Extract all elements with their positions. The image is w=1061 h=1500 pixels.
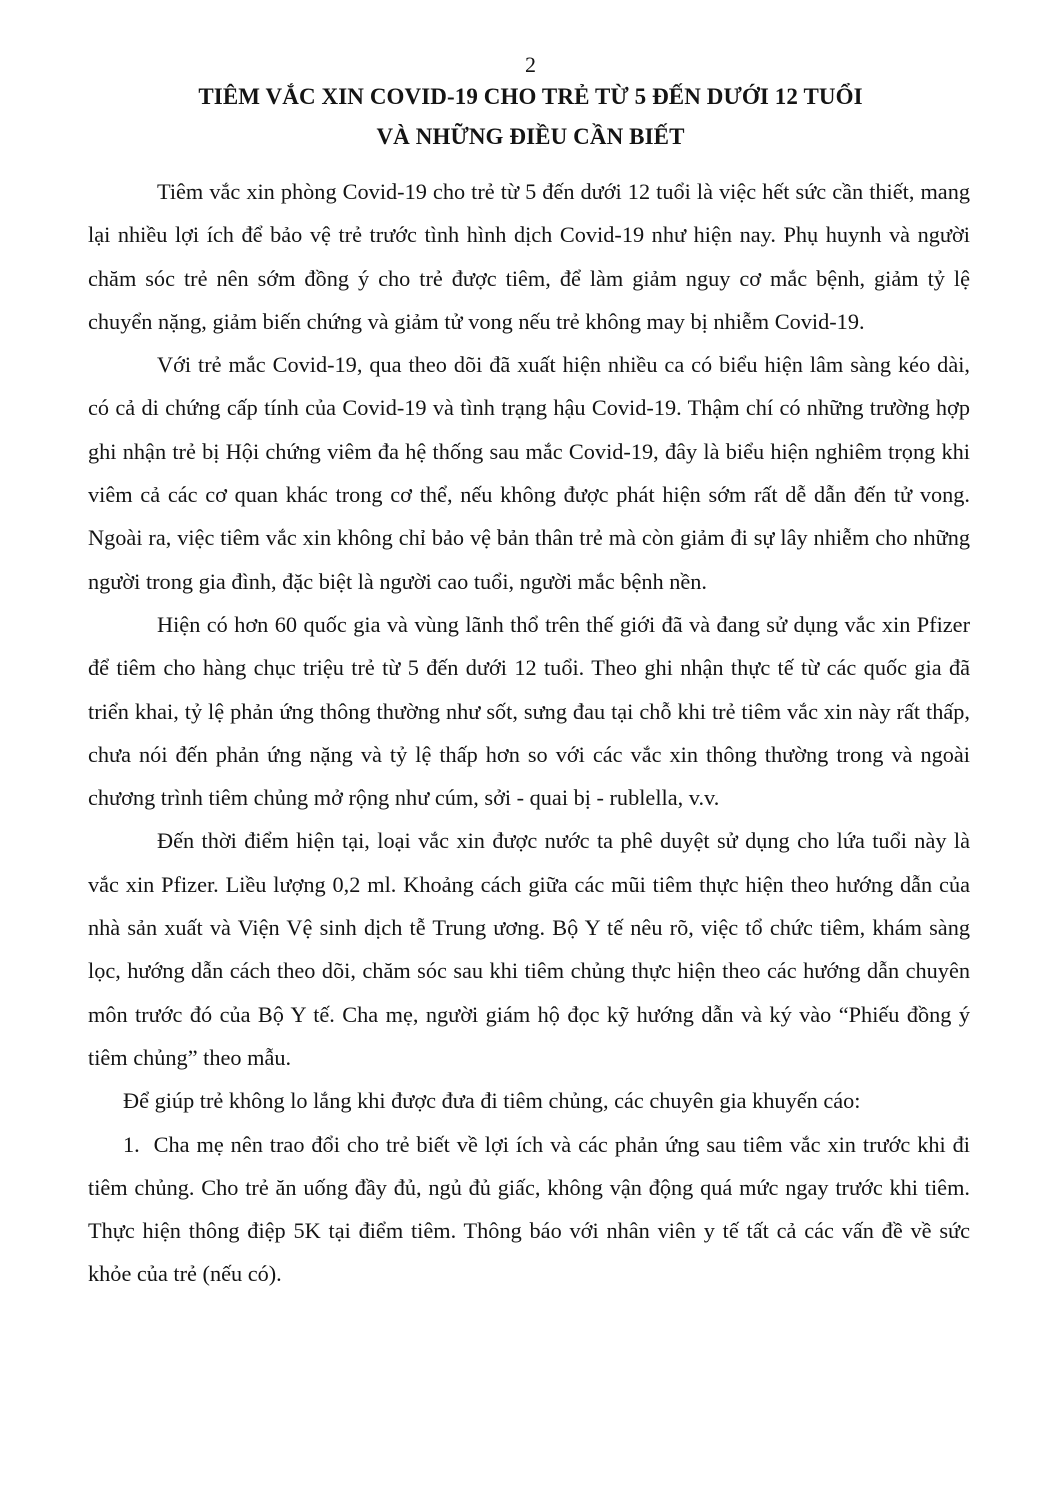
paragraph-4: Đến thời điểm hiện tại, loại vắc xin được nước ta phê duyệt sử dụng cho lứa tuổi này là vắc xin Pfizer. Liều lượng 0,2 ml. Khoảng cách giữa các mũi tiêm thực hiện theo hướng dẫn của nhà sản xuất và Viện Vệ sinh dịch tễ Trung ương. Bộ Y tế nêu rõ, việc tổ chức tiêm, khám sàng lọc, hướng dẫn cách theo dõi, chăm sóc sau khi tiêm chủng thực hiện theo các hướng dẫn chuyên môn trước đó của Bộ Y tế. Cha mẹ, người giám hộ đọc kỹ hướng dẫn và ký vào “Phiếu đồng ý tiêm chủng” theo mẫu. [88,828,970,1070]
document-title-line-2: VÀ NHỮNG ĐIỀU CẦN BIẾT [376,124,685,149]
advice-item-marker: 1. [123,1131,140,1157]
advice-item-1 [88,1123,970,1296]
paragraph-1: Tiêm vắc xin phòng Covid-19 cho trẻ từ 5 đến dưới 12 tuổi là việc hết sức cần thiết, mang lại nhiều lợi ích để bảo vệ trẻ trước tình hình dịch Covid-19 như hiện nay. Phụ huynh và người chăm sóc trẻ nên sớm đồng ý cho trẻ được tiêm, để làm giảm nguy cơ mắc bệnh, giảm tỷ lệ chuyển nặng, giảm biến chứng và giảm tử vong nếu trẻ không may bị nhiễm Covid-19. [88,179,970,334]
advice-item-text: Cha mẹ nên trao đổi cho trẻ biết về lợi ích và các phản ứng sau tiêm vắc xin trước khi đi tiêm chủng. Cho trẻ ăn uống đầy đủ, ngủ đủ giấc, không vận động quá mức ngay trước khi tiêm. Thực hiện thông điệp 5K tại điểm tiêm. Thông báo với nhân viên y tế tất cả các vấn đề về sức khỏe của trẻ (nếu có). [88,1131,970,1287]
paragraph-2: Với trẻ mắc Covid-19, qua theo dõi đã xuất hiện nhiều ca có biểu hiện lâm sàng kéo dài, có cả di chứng cấp tính của Covid-19 và tình trạng hậu Covid-19. Thậm chí có những trường hợp ghi nhận trẻ bị Hội chứng viêm đa hệ thống sau mắc Covid-19, đây là biểu hiện nghiêm trọng khi viêm cả các cơ quan khác trong cơ thể, nếu không được phát hiện sớm rất dễ dẫn đến tử vong. Ngoài ra, việc tiêm vắc xin không chỉ bảo vệ bản thân trẻ mà còn giảm đi sự lây nhiễm cho những người trong gia đình, đặc biệt là người cao tuổi, người mắc bệnh nền. [88,352,970,594]
document-body [88,170,970,1296]
page-number: 2 [525,52,536,77]
advice-intro: Để giúp trẻ không lo lắng khi được đưa đi tiêm chủng, các chuyên gia khuyến cáo: [123,1088,861,1114]
paragraph-3: Hiện có hơn 60 quốc gia và vùng lãnh thổ trên thế giới đã và đang sử dụng vắc xin Pfizer để tiêm cho hàng chục triệu trẻ từ 5 đến dưới 12 tuổi. Theo ghi nhận thực tế từ các quốc gia đã triển khai, tỷ lệ phản ứng thông thường như sốt, sưng đau tại chỗ khi trẻ tiêm vắc xin này rất thấp, chưa nói đến phản ứng nặng và tỷ lệ thấp hơn so với các vắc xin thông thường trong và ngoài chương trình tiêm chủng mở rộng như cúm, sởi - quai bị - rublella, v.v. [88,611,970,811]
document-title-line-1: TIÊM VẮC XIN COVID-19 CHO TRẺ TỪ 5 ĐẾN DƯỚI 12 TUỔI [198,84,863,109]
